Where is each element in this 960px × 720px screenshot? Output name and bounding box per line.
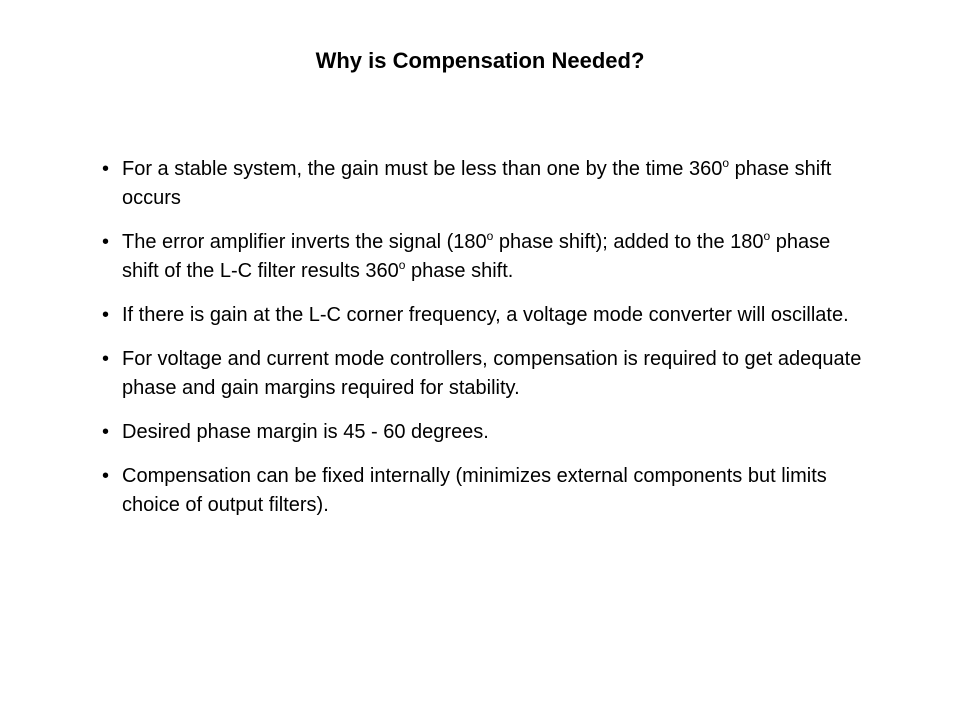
bullet-text — [122, 231, 830, 282]
bullet-text-segment: phase shift. — [405, 260, 514, 282]
bullet-text — [122, 158, 831, 209]
bullet-item — [100, 301, 870, 330]
bullet-text-segment: phase shift); added to the 180 — [493, 231, 764, 253]
bullet-text: For voltage and current mode controllers, compensation is required to get adequate phase and gain margins required for stability. — [122, 348, 862, 399]
bullet-item — [100, 228, 870, 286]
bullet-text: Compensation can be fixed internally (minimizes external components but limits choice of output filters). — [122, 465, 827, 516]
bullet-list — [100, 155, 870, 535]
degree-superscript: o — [722, 156, 730, 170]
degree-superscript: o — [486, 229, 494, 243]
bullet-text: If there is gain at the L-C corner frequency, a voltage mode converter will oscillate. — [122, 304, 849, 326]
bullet-text-segment: The error amplifier inverts the signal (180 — [122, 231, 487, 253]
bullet-text: Desired phase margin is 45 - 60 degrees. — [122, 421, 489, 443]
bullet-marker: • — [102, 158, 110, 180]
bullet-item — [100, 462, 870, 520]
slide-title: Why is Compensation Needed? — [315, 48, 645, 73]
degree-superscript: o — [398, 258, 406, 272]
bullet-marker: • — [102, 421, 110, 443]
bullet-text-segment: For a stable system, the gain must be less than one by the time 360 — [122, 158, 723, 180]
bullet-text-segment: phase shift of the L-C filter results 360 — [122, 231, 831, 282]
bullet-marker: • — [102, 304, 110, 326]
bullet-item — [100, 155, 870, 213]
bullet-item — [100, 418, 870, 447]
bullet-marker: • — [102, 231, 110, 253]
bullet-item — [100, 345, 870, 403]
bullet-text-segment: phase shift occurs — [122, 158, 832, 209]
bullet-marker: • — [102, 348, 110, 370]
bullet-marker: • — [102, 465, 110, 487]
degree-superscript: o — [763, 229, 771, 243]
